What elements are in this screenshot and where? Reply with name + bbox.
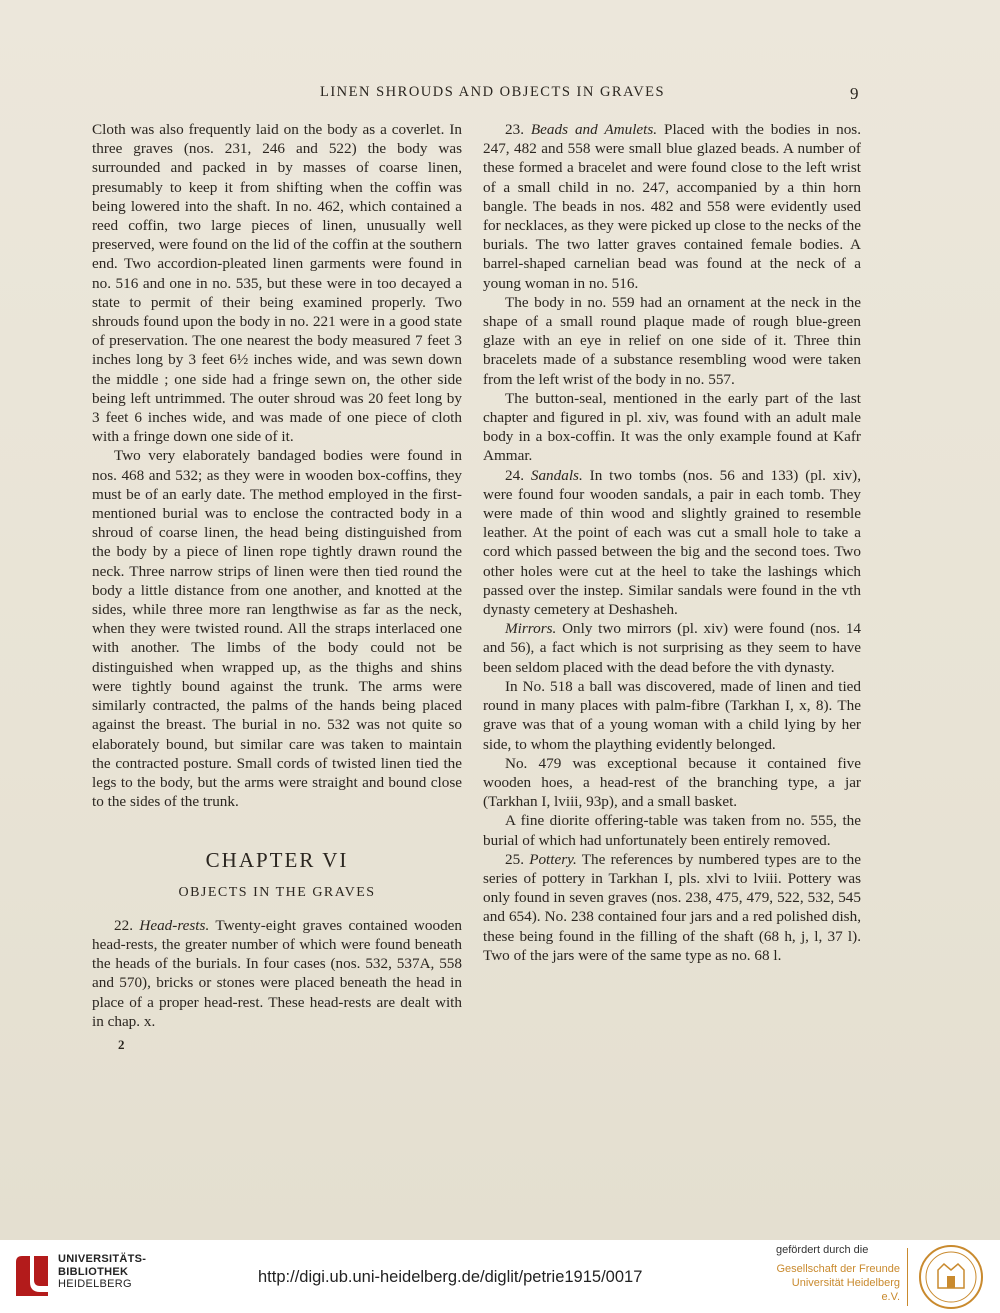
paragraph: No. 479 was exceptional because it contained five wooden hoes, a head-rest of the branching type, a jar (Tarkhan I, lviii, 93p), and a small basket. xyxy=(483,754,861,811)
paragraph-text: In two tombs (nos. 56 and 133) (pl. xiv), were found four wooden sandals, a pair in each tomb. They were made of thin wood and slightly grained to resemble leather. At the point of each was cut a small hole to take a cord which passed between the big and the second toes. Two other holes were cut at the heel to take the lashings which passed over the instep. Similar sandals were found in the vth dynasty cemetery at Deshasheh. xyxy=(483,466,862,619)
library-name-line: BIBLIOTHEK xyxy=(58,1265,129,1278)
permalink-url[interactable]: http://digi.ub.uni-heidelberg.de/diglit/petrie1915/0017 xyxy=(258,1268,643,1286)
paragraph: Cloth was also frequently laid on the body as a coverlet. In three graves (nos. 231, 246 and 522) the body was surrounded and packed in by masses of coarse linen, presumably to keep it from shifting when the coffin was being lowered into the shaft. In no. 462, which contained a reed coffin, two large pieces of linen, unusually well preserved, were found on the lid of the coffin at the southern end. Two accordion-pleated linen garments were found in no. 516 and one in no. 535, but these were in too decayed a state to permit of their being examined properly. Two shrouds found upon the body in no. 221 were in a good state of preservation. The one nearest the body measured 7 feet 3 inches long by 3 feet 6½ inches wide, and was sewn down the middle ; one side had a fringe sewn on, the other side being left untrimmed. The outer shroud was 20 feet long by 3 feet 6 inches wide, and was made of one piece of cloth with a fringe down one side of it. xyxy=(92,121,462,446)
sponsor-label: gefördert durch die xyxy=(776,1244,869,1256)
digitization-footer xyxy=(0,1240,1000,1313)
sponsor-name xyxy=(776,1262,900,1304)
paragraph: A fine diorite offering-table was taken from no. 555, the burial of which had unfortunately been entirely removed. xyxy=(483,812,861,849)
paragraph: The button-seal, mentioned in the early part of the last chapter and figured in pl. xiv, was found with an adult male body in a box-coffin. It was the only example found at Kafr Ammar. xyxy=(483,389,861,465)
section-heading: Mirrors. xyxy=(505,620,557,638)
paragraph: The body in no. 559 had an ornament at the neck in the shape of a small round plaque made of rough blue-green glaze with an eye in relief on one side of it. Three thin bracelets made of a substance resembling wood were taken from the left wrist of the body in no. 557. xyxy=(483,293,861,388)
paragraph-mirrors xyxy=(483,619,861,677)
section-heading: Pottery. xyxy=(529,850,577,868)
paragraph: Two very elaborately bandaged bodies were found in nos. 468 and 532; as they were in wooden box-coffins, they must be of an early date. The method employed in the first-mentioned burial was to enclose the contracted body in a shroud of coarse linen, the head being distinguished from the body by a piece of linen rope tightly drawn round the neck. Three narrow strips of linen were then tied round the body a little distance from one another, and knotted at the sides, while three more ran lengthwise as far as the neck, when they were twisted round. All the straps interlaced one with another. The limbs of the body could not be distinguished when wrapped up, as the thighs and shins were tightly bound against the trunk. The arms were similarly contracted, the palms of the hands being placed against the breast. The burial in no. 532 was not quite so elaborately bound, but similar care was taken to maintain the contracted posture. Small cords of twisted linen tied the legs to the body, but the arms were straight and bound close to the sides of the trunk. xyxy=(92,447,462,811)
paragraph-pottery xyxy=(483,850,861,965)
paragraph: In No. 518 a ball was discovered, made of linen and tied round in many places with palm-fibre (Tarkhan I, x, 8). The grave was that of a young woman with a child lying by her side, to whom the plaything evidently belonged. xyxy=(483,677,861,753)
section-number: 25. xyxy=(505,850,524,868)
chapter-title: CHAPTER VI xyxy=(205,848,349,873)
paragraph-text: Twenty-eight graves contained wooden head-rests, the greater number of which were found beneath the heads of the burials. In four cases (nos. 532, 537A, 558 and 570), bricks or stones were placed beneath the head in place of a proper head-rest. These head-rests are dealt with in chap. x. xyxy=(92,916,462,1030)
running-head xyxy=(0,84,1000,104)
sponsor-name-line: Gesellschaft der Freunde xyxy=(776,1263,900,1275)
section-number: 24. xyxy=(505,466,524,484)
chapter-subtitle: OBJECTS IN THE GRAVES xyxy=(178,884,376,900)
section-number: 23. xyxy=(505,121,524,138)
paragraph-head-rests xyxy=(92,916,462,1031)
paragraph-text: Placed with the bodies in nos. 247, 482 and 558 were small blue glazed beads. A number of these formed a bracelet and were found close to the left wrist of a small child in no. 247, accompanied by a thin horn bangle. The beads in nos. 482 and 558 were evidently used for necklaces, as they were picked up close to the necks of the burials. The two latter graves contained female bodies. A barrel-shaped carnelian bead was found at the neck of a young woman in no. 516. xyxy=(483,121,861,292)
university-library-name xyxy=(58,1253,146,1291)
university-library-logo-icon[interactable] xyxy=(10,1252,54,1302)
right-column xyxy=(483,120,861,965)
section-number: 22. xyxy=(114,916,133,934)
left-column xyxy=(92,120,462,1054)
paragraph-text: Only two mirrors (pl. xiv) were found (nos. 14 and 56), a fact which is not surprising as they seem to have been seldom placed with the dead before the vith dynasty. xyxy=(483,620,862,676)
footer-divider xyxy=(907,1248,908,1306)
page-number: 9 xyxy=(850,84,859,103)
paragraph-text: The references by numbered types are to the series of pottery in Tarkhan I, pls. xlvi to lviii. Pottery was only found in seven graves (nos. 238, 475, 479, 522, 532, 545 and 654). No. 238 contained four jars and a red polished dish, these being found in the filling of the shaft (68 h, j, l, 37 l). Two of the jars were of the same type as no. 68 l. xyxy=(483,850,862,964)
paragraph-beads xyxy=(483,120,861,293)
sponsor-name-line: Universität Heidelberg e.V. xyxy=(791,1277,900,1303)
section-heading: Head-rests. xyxy=(139,916,210,934)
section-heading: Beads and Amulets. xyxy=(530,121,658,138)
running-title: LINEN SHROUDS AND OBJECTS IN GRAVES xyxy=(320,84,666,100)
section-heading: Sandals. xyxy=(530,466,583,484)
signature-mark: 2 xyxy=(118,1036,125,1052)
library-name-line: HEIDELBERG xyxy=(58,1278,132,1290)
paragraph-sandals xyxy=(483,466,861,620)
society-seal-icon[interactable] xyxy=(918,1244,984,1310)
library-name-line: UNIVERSITÄTS- xyxy=(58,1253,147,1265)
